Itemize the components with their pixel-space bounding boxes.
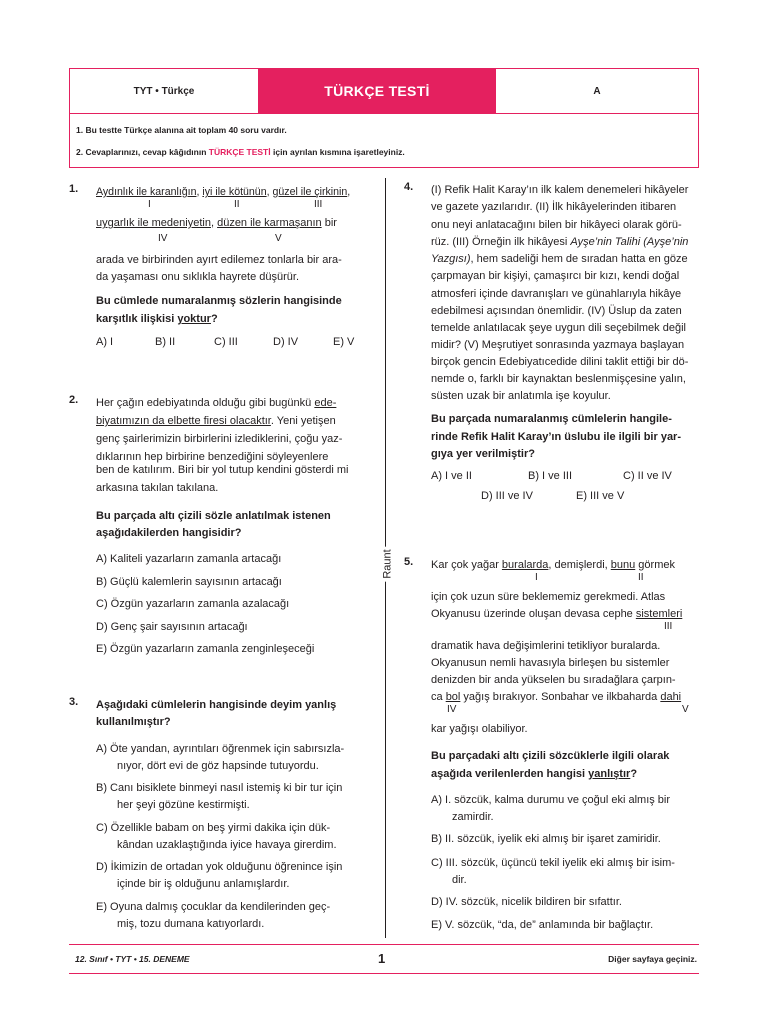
q1-stem-2 — [96, 310, 364, 328]
q3-option-e[interactable]: E) Oyuna dalmış çocuklar da kendilerinden geç- — [96, 901, 331, 913]
q4-option-e[interactable]: E) III ve V — [576, 490, 625, 502]
q5-word-1: buralarda — [501, 559, 549, 571]
q1-roman-2: II — [234, 199, 240, 210]
q5-line6: denizden bir anda yükselen bu sıradağlara çarpın- — [431, 674, 676, 686]
q5-stem-1: Bu parçadaki altı çizili sözcüklerle ilgili olarak — [431, 750, 670, 762]
q4-line11: birçok gencin Edebiyatıcedide dilini taklit ettiği bir dö- — [431, 356, 689, 368]
exam-label: 12. Sınıf • TYT • 15. DENEME — [75, 954, 190, 964]
q4-stem-1: Bu parçada numaralanmış cümlelerin hangile- — [431, 413, 672, 425]
q5-line1-text-c: görmek — [635, 559, 675, 571]
q2-stem-2: aşağıdakilerden hangisidir? — [96, 527, 242, 539]
q5-line2: için çok uzun süre beklememiz gerekmedi. Atlas — [431, 591, 666, 603]
q5-stem-2b: yanlıştır — [588, 768, 631, 780]
test-header — [69, 68, 699, 114]
q3-option-d-cont: içinde bir iş olduğunu anlamışlardır. — [117, 878, 290, 890]
q5-line1-text-a: Kar çok yağar — [431, 559, 502, 571]
q2-option-a[interactable]: A) Kaliteli yazarların zamanla artacağı — [96, 553, 282, 565]
q4-line4 — [431, 233, 699, 251]
q1-roman-3: III — [314, 199, 323, 210]
q3-option-a[interactable]: A) Öte yandan, ayrıntıları öğrenmek için sabırsızla- — [96, 743, 345, 755]
q5-word-5: dahi — [660, 691, 682, 703]
raunt-label: Raunt — [382, 546, 394, 581]
q5-line1 — [431, 556, 699, 574]
q5-line8: kar yağışı olabiliyor. — [431, 723, 528, 735]
q1-word-3: güzel ile çirkinin — [272, 186, 348, 198]
q5-line3-text: Okyanusu üzerinde oluşan devasa cephe — [431, 608, 636, 620]
q3-option-c[interactable]: C) Özellikle babam on beş yirmi dakika için dük- — [96, 822, 331, 834]
q1-number: 1. — [69, 183, 79, 195]
q5-word-3: sistemleri — [635, 608, 683, 620]
q1-bir: bir — [324, 217, 337, 229]
booklet-type: A — [593, 85, 601, 97]
q2-line3: genç şairlerimizin birbirlerini izlediklerini, çoğu yaz- — [96, 433, 343, 445]
q1-option-b[interactable]: B) II — [155, 336, 176, 348]
q2-line5: ben de katılırım. Biri bir yol tutup kendini gösterdi mi — [96, 464, 349, 476]
q1-word-2: iyi ile kötünün — [202, 186, 267, 198]
q2-option-c[interactable]: C) Özgün yazarların zamanla azalacağı — [96, 598, 290, 610]
q5-word-2: bunu — [610, 559, 636, 571]
q1-option-a[interactable]: A) I — [96, 336, 114, 348]
q2-option-b[interactable]: B) Güçlü kalemlerin sayısının artacağı — [96, 576, 282, 588]
q1-word-4: uygarlık ile medeniyetin — [96, 217, 211, 229]
q4-option-d[interactable]: D) III ve IV — [481, 490, 533, 502]
q4-line8: edebilmesi açısından önemlidir. (IV) Üslup da zaten — [431, 305, 682, 317]
q1-option-d[interactable]: D) IV — [273, 336, 299, 348]
instruction-2 — [76, 147, 405, 157]
q4-line12: nemde o, farklı bir kaynaktan beslenmişçesine yalın, — [431, 373, 686, 385]
q5-stem-2a: aşağıda verilenlerden hangisi — [431, 768, 589, 780]
q5-line5: Okyanusun nemli havasıyla birleşen bu sistemler — [431, 657, 670, 669]
q4-option-c[interactable]: C) II ve IV — [623, 470, 672, 482]
q2-underlined-2: biyatımızın da elbette firesi olacaktır — [96, 415, 271, 427]
q4-line5 — [431, 250, 699, 268]
q3-stem-1: Aşağıdaki cümlelerin hangisinde deyim yanlış — [96, 699, 337, 711]
instruction-2-text-end: için ayrılan kısmına işaretleyiniz. — [270, 147, 405, 157]
q2-underlined-1: ede- — [314, 397, 337, 409]
q1-line4: da yaşaması onu sıklıkla hayrete düşürür. — [96, 271, 299, 283]
q1-roman-1: I — [148, 199, 151, 210]
q1-stem-2c: ? — [210, 313, 218, 325]
q1-stem-2b: yoktur — [177, 313, 211, 325]
q2-number: 2. — [69, 394, 79, 406]
q5-roman-3: III — [664, 621, 673, 632]
q5-roman-5: V — [682, 704, 689, 715]
q5-line7-text-a: ca — [431, 691, 446, 703]
q4-stem-2: rinde Refik Halit Karay’ın üslubu ile ilgili bir yar- — [431, 431, 682, 443]
q1-line3: arada ve birbirinden ayırt edilemez tonlarla bir ara- — [96, 254, 342, 266]
q2-line6: arkasına takılan takılana. — [96, 482, 219, 494]
q3-option-a-cont: nıyor, dört evi de göz hapsinde tutuyordu. — [117, 760, 319, 772]
q4-number: 4. — [404, 181, 414, 193]
q2-option-e[interactable]: E) Özgün yazarların zamanla zenginleşeceği — [96, 643, 315, 655]
test-title: TÜRKÇE TESTİ — [258, 68, 496, 114]
q2-line1-text: Her çağın edebiyatında olduğu gibi bugünkü — [96, 397, 315, 409]
q4-line4-text: rüz. (III) Örneğin ilk hikâyesi — [431, 236, 571, 248]
q4-stem-3: gıya yer verilmiştir? — [431, 448, 535, 460]
q5-stem-2c: ? — [630, 768, 638, 780]
q3-option-b-cont: her şeyi gözüne kestirmişti. — [117, 799, 250, 811]
q5-roman-4: IV — [447, 704, 457, 715]
q4-option-b[interactable]: B) I ve III — [528, 470, 573, 482]
q4-book-title-cont: Yazgısı) — [431, 253, 471, 265]
q1-roman-4: IV — [158, 233, 168, 244]
q5-option-e[interactable]: E) V. sözcük, “da, de” anlamında bir bağlaçtır. — [431, 919, 654, 931]
q4-line6: çarpmayan bir kişiyi, çamaşırcı bir kızı, kendi doğal — [431, 270, 680, 282]
q5-line7 — [431, 688, 699, 706]
q4-line7: atmosferi içinde davranışları ve günahlarıyla hikâye — [431, 288, 682, 300]
q3-stem-2: kullanılmıştır? — [96, 716, 171, 728]
page-footer — [69, 944, 699, 974]
q4-option-a[interactable]: A) I ve II — [431, 470, 472, 482]
q3-option-d[interactable]: D) İkimizin de ortadan yok olduğunu öğrenince işin — [96, 861, 343, 873]
q1-line1: Aydınlık ile karanlığın, iyi ile kötünün, güzel ile çirkinin, — [96, 186, 351, 198]
q4-line3: onu neyi anlatacağını bilen bir hikâyeci olarak görü- — [431, 219, 682, 231]
q5-roman-2: II — [638, 572, 644, 583]
raunt-logo — [370, 538, 400, 588]
q1-option-c[interactable]: C) III — [214, 336, 238, 348]
q3-option-c-cont: kândan uzaklaştığında iyice havaya girerdim. — [117, 839, 337, 851]
q5-option-c-cont: dir. — [452, 874, 467, 886]
q5-option-b[interactable]: B) II. sözcük, iyelik eki almış bir işaret zamiridir. — [431, 833, 661, 845]
q1-line2: uygarlık ile medeniyetin, düzen ile karmaşanın bir — [96, 217, 337, 229]
q5-line3 — [431, 605, 699, 623]
q2-option-d[interactable]: D) Genç şair sayısının artacağı — [96, 621, 248, 633]
q2-line2-text: . Yeni yetişen — [270, 415, 336, 427]
q5-roman-1: I — [535, 572, 538, 583]
q5-line1-text-b: , demişlerdi, — [548, 559, 611, 571]
q5-option-d[interactable]: D) IV. sözcük, nicelik bildiren bir sıfattır. — [431, 896, 622, 908]
q4-line1: (I) Refik Halit Karay’ın ilk kalem denemeleri hikâyeler — [431, 184, 689, 196]
q5-number: 5. — [404, 556, 414, 568]
q5-line7-text-b: yağış bırakıyor. Sonbahar ve ilkbaharda — [460, 691, 661, 703]
q2-line2 — [96, 412, 364, 430]
q1-word-5: düzen ile karmaşanın — [217, 217, 322, 229]
q5-option-a-cont: zamirdir. — [452, 811, 494, 823]
q4-book-title: Ayşe’nin Talihi (Ayşe’nin — [570, 236, 689, 248]
q1-stem-1: Bu cümlede numaralanmış sözlerin hangisinde — [96, 295, 342, 307]
q1-option-e[interactable]: E) V — [333, 336, 355, 348]
instruction-1: 1. Bu testte Türkçe alanına ait toplam 40 soru vardır. — [76, 125, 287, 135]
q2-line4: dıklarının hep birbirine benzediğini söyleyenlere — [96, 451, 329, 463]
q3-option-e-cont: miş, tozu dumana katıyorlardı. — [117, 918, 265, 930]
q2-line1 — [96, 394, 364, 412]
q3-number: 3. — [69, 696, 79, 708]
q5-word-4: bol — [445, 691, 461, 703]
q4-line2: ve gazete yazılarıdır. (II) İlk hikâyelerinden itibaren — [431, 201, 677, 213]
subject-label: TYT • Türkçe — [133, 85, 195, 97]
q1-stem-2a: karşıtlık ilişkisi — [96, 313, 178, 325]
q4-line5-text: , hem sadeliği hem de sıradan hatta en göze — [470, 253, 688, 265]
q4-line10: midir? (V) Meşrutiyet sonrasında yazmaya başlayan — [431, 339, 685, 351]
q5-option-c[interactable]: C) III. sözcük, üçüncü tekil iyelik eki almış bir isim- — [431, 857, 675, 869]
q4-line13: süsten uzak bir anlatımla işe koyulur. — [431, 390, 611, 402]
page-number: 1 — [378, 951, 386, 966]
q1-word-1: Aydınlık ile karanlığın — [96, 186, 197, 198]
q5-line4: dramatik hava değişimlerini tetikliyor buralarda. — [431, 640, 661, 652]
q5-option-a[interactable]: A) I. sözcük, kalma durumu ve çoğul eki almış bir — [431, 794, 671, 806]
q2-stem-1: Bu parçada altı çizili sözle anlatılmak istenen — [96, 510, 331, 522]
instructions-box — [69, 114, 699, 168]
q5-stem-2 — [431, 765, 699, 783]
q1-roman-5: V — [275, 233, 282, 244]
next-page-note: Diğer sayfaya geçiniz. — [608, 954, 697, 964]
q3-option-b[interactable]: B) Canı bisiklete binmeyi nasıl istemiş ki bir tur için — [96, 782, 343, 794]
instruction-2-text: 2. Cevaplarınızı, cevap kâğıdının — [76, 147, 209, 157]
q4-line9: temelde anlatılacak şeye uygun dili seçebilmek değil — [431, 322, 686, 334]
instruction-2-highlight: TÜRKÇE TESTİ — [208, 147, 271, 157]
